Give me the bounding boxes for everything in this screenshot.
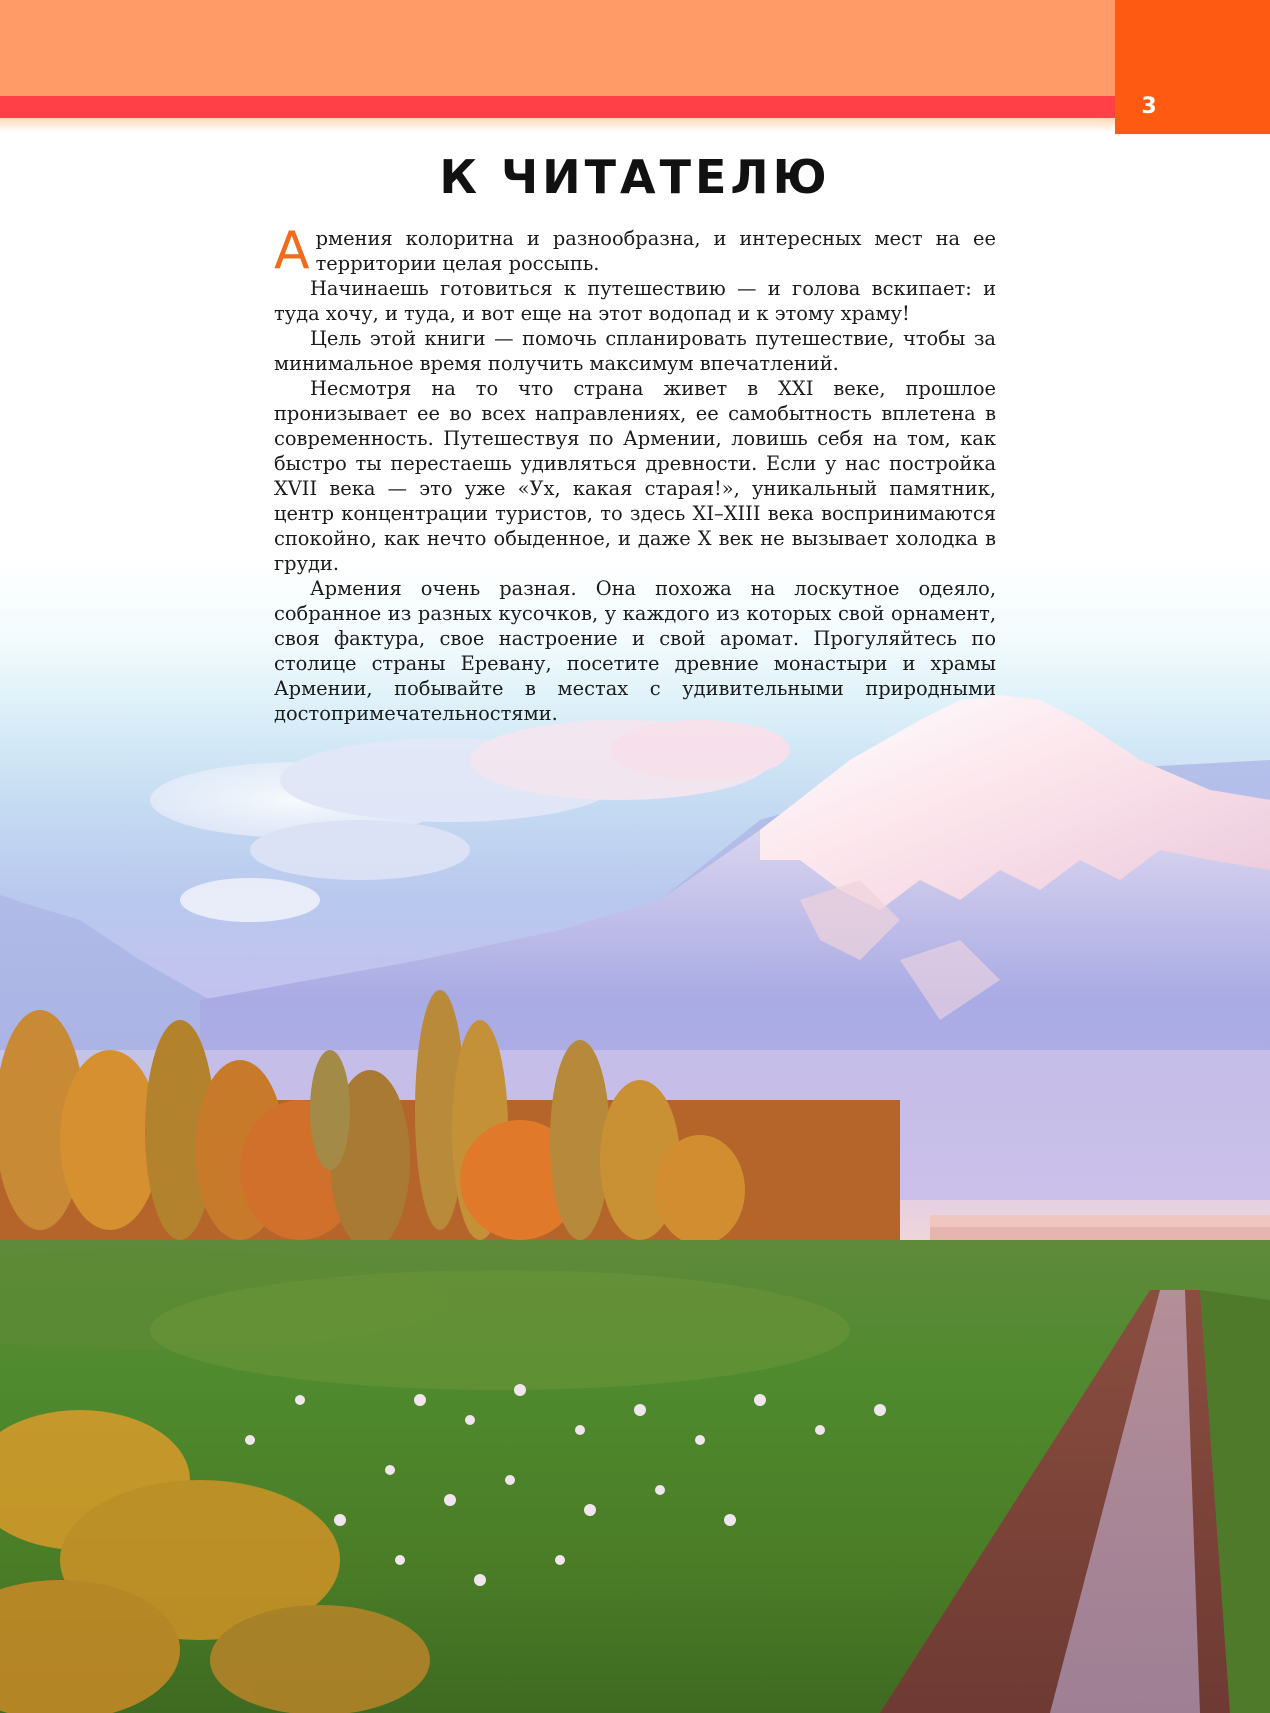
paragraph-3: Цель этой книги — помочь спланировать путешествие, чтобы за минимальное время получить максимум впечатлений. [274,327,996,375]
paragraph-2: Начинаешь готовиться к путешествию — и голова вскипает: и туда хочу, и туда, и вот еще на этот водопад и к этому храму! [274,277,996,325]
page-number: 3 [1141,94,1157,119]
page-title: К ЧИТАТЕЛЮ [439,150,831,204]
paragraph-1-text: рмения колоритна и разнообразна, и интересных мест на ее территории целая россыпь. [315,227,996,275]
drop-cap: А [274,221,310,281]
paragraph-1 [274,221,996,281]
header-band [0,0,1115,96]
paragraph-5: Армения очень разная. Она похожа на лоскутное одеяло, собранное из разных кусочков, у каждого из которых свой орнамент, своя фактура, свое настроение и свой аромат. Прогуляйтесь по столице страны Еревану, посетите древние монастыри и храмы Армении, побывайте в местах с удивительными природными достопримечательностями. [274,577,996,725]
header-fade [0,118,1115,132]
paragraph-4: Несмотря на то что страна живет в XXI веке, прошлое пронизывает ее во всех направлениях, ее самобытность вплетена в современность. Путешествуя по Армении, ловишь себя на том, как быстро ты перестаешь удивляться древности. Если у нас постройка XVII века — это уже «Ух, какая старая!», уникальный памятник, центр концентрации туристов, то здесь XI–XIII века воспринимаются спокойно, как нечто обыденное, и даже X век не вызывает холодка в груди. [274,377,996,575]
header-red-stripe [0,96,1115,118]
article-body [274,221,996,726]
